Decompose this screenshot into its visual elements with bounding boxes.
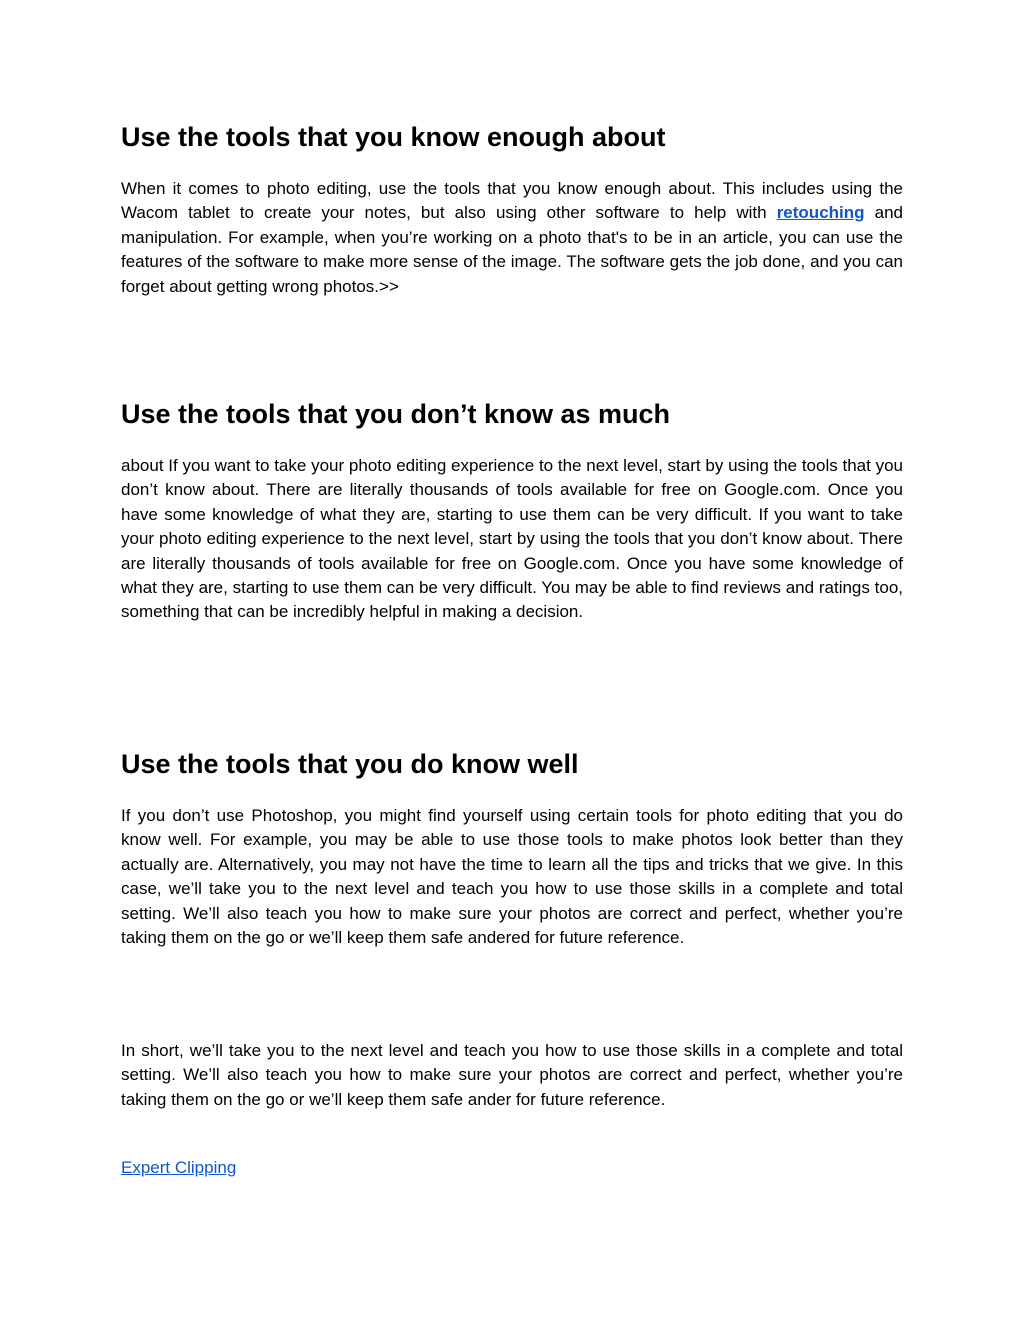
paragraph-text: and manipulation. For example, when you’re working on a photo that's to be in an article, you can use the features of the software to make more sense of the image. The software gets the job done, and you can forget about getting wrong photos.>>: [121, 203, 903, 296]
section-heading-2: Use the tools that you don’t know as much: [121, 399, 671, 429]
section-heading-1: Use the tools that you know enough about: [121, 122, 666, 152]
paragraph-text: When it comes to photo editing, use the tools that you know enough about. This includes using the Wacom tablet to create your notes, but also using other software to help with: [121, 179, 903, 223]
summary-paragraph: In short, we’ll take you to the next level and teach you how to use those skills in a complete and total setting. We’ll also teach you how to make sure your photos are correct and perfect, whether you’re taking them on the go or we’ll keep them safe ander for future reference.: [121, 1041, 903, 1109]
section-heading-3: Use the tools that you do know well: [121, 749, 579, 779]
expert-clipping-link[interactable]: Expert Clipping: [121, 1158, 237, 1177]
retouching-link[interactable]: retouching: [776, 203, 865, 223]
section-paragraph-3: If you don’t use Photoshop, you might find yourself using certain tools for photo editing that you do know well. For example, you may be able to use those tools to make photos look better than they actually are. Alternatively, you may not have the time to learn all the tips and tricks that we give. In this case, we’ll take you to the next level and teach you how to use those skills in a complete and total setting. We’ll also teach you how to make sure your photos are correct and perfect, whether you’re taking them on the go or we’ll keep them safe andered for future reference.: [121, 806, 903, 948]
section-paragraph-2: about If you want to take your photo editing experience to the next level, start by using the tools that you don’t know about. There are literally thousands of tools available for free on Google.com. Once you have some knowledge of what they are, starting to use them can be very difficult. If you want to take your photo editing experience to the next level, start by using the tools that you don’t know about. There are literally thousands of tools available for free on Google.com. Once you have some knowledge of what they are, starting to use them can be very difficult. You may be able to find reviews and ratings too, something that can be incredibly helpful in making a decision.: [121, 456, 903, 622]
section-paragraph-1: [121, 177, 903, 299]
